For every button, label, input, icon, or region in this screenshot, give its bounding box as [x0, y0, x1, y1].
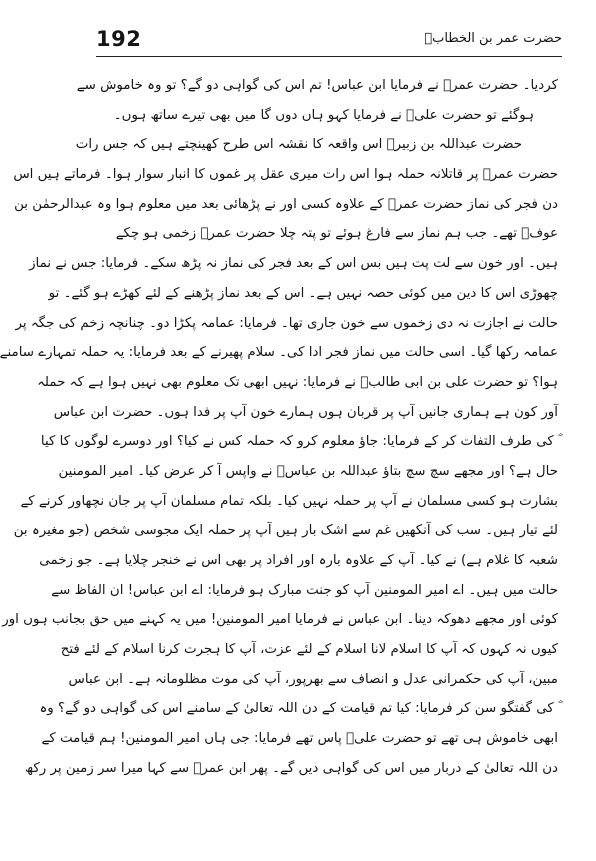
text-line: دن فجر کی نماز حضرت عمرؓ کے علاوہ کسی اور نے پڑھائی بعد میں معلوم ہوا وہ عبدالرحمٰن بن [14, 196, 558, 212]
text-line: عمامہ رکھا گیا۔ اسی حالت میں نماز فجر ادا کی۔ سلام پھیرنے کے بعد فرمایا: یہ حملہ تمہارے سامنے [0, 345, 558, 361]
chapter-title: حضرت عمر بن الخطابؓ [424, 31, 562, 46]
text-line: حالت نے اجازت نہ دی زخموں سے خون جاری تھا۔ فرمایا: عمامہ پکڑا دو۔ چنانچہ زخم کی جگہ پر [15, 315, 558, 331]
running-header [96, 26, 562, 57]
text-line: دن اللہ تعالیٰ کے دربار میں اس کی گواہی دیں گے۔ پھر ابن عمرؓ سے کہا میرا سر زمین پر رکھ [24, 760, 558, 776]
text-line: عوفؓ تھے۔ جب ہم نماز سے فارغ ہوئے تو پتہ چلا حضرت عمرؓ زخمی ہو چکے [115, 226, 558, 242]
text-line: بشارت ہو کسی مسلمان نے آپ پر حملہ نہیں کیا۔ بلکہ تمام مسلمان آپ پر جان نچھاور کرنے کے [20, 493, 558, 509]
text-line: حالت میں ہیں۔ اے امیر المومنین آپ کو جنت مبارک ہو فرمایا: اے ابن عباس! ان الفاظ سے [51, 582, 558, 598]
text-line: چھوڑی اس کا دین میں کوئی حصہ نہیں ہے۔ اس کے بعد نماز پڑھنے کے لئے کھڑے ہو گئے۔ تو [48, 285, 558, 301]
text-line: ہوا؟ تو حضرت علی بن ابی طالبؓ نے فرمایا: نہیں ابھی تک معلوم بھی نہیں ہوا ہے کہ حملہ [37, 374, 558, 390]
text-line: ؓ کی گفتگو سن کر فرمایا: کیا تم قیامت کے دن اللہ تعالیٰ کے سامنے اس کی گواہی دو گے؟ وہ [39, 701, 558, 717]
text-line: ہیں۔ اور خون سے لت پت ہیں بس اس کے بعد فجر کی نماز نہ پڑھ سکے۔ فرمایا: جس نے نماز [29, 256, 558, 272]
text-line: لئے تیار ہیں۔ سب کی آنکھیں غم سے اشک بار ہیں آپ پر حملہ ایک مجوسی شخص (جو مغیرہ بن [13, 523, 558, 539]
page-body [0, 71, 562, 784]
book-page [0, 26, 562, 846]
text-line: ؓ کی طرف التفات کر کے فرمایا: جاؤ معلوم کرو کہ حملہ کس نے کیا؟ اور دوسرے لوگوں کا کیا [40, 434, 558, 450]
text-line: شعبہ کا غلام ہے) نے کیا۔ آپ کے علاوہ بارہ اور افراد پر بھی اس نے خنجر چلایا ہے۔ جو زخمی [39, 553, 558, 568]
text-line: حال ہے؟ اور مجھے سچ سچ بتاؤ عبداللہ بن عباسؓ نے واپس آ کر عرض کیا۔ امیر المومنین [58, 463, 558, 479]
text-line: کردیا۔ حضرت عمرؓ نے فرمایا ابن عباس! تم اس کی گواہی دو گے؟ تو وہ خاموش سے [76, 78, 558, 93]
text-line: ہوگئے تو حضرت علیؓ نے فرمایا کہو ہاں دوں گا میں بھی تیرے ساتھ ہوں۔ [113, 107, 534, 123]
text-line: حضرت عمرؓ پر قاتلانہ حملہ ہوا اس رات میری عقل پر غموں کا انبار سوار ہوا۔ فرماتے ہیں اس [13, 167, 558, 183]
text-line: آور کون ہے ہماری جانیں آپ پر قربان ہوں ہمارے خون آپ پر فدا ہوں۔ حضرت ابن عباس [53, 404, 558, 420]
text-line: ابھی خاموش ہی تھے تو حضرت علیؓ پاس تھے فرمایا: جی ہاں امیر المومنین! ہم قیامت کے [41, 731, 558, 747]
text-line: مبین، آپ کی حکمرانی عدل و انصاف سے بھرپور، آپ کی موت مظلومانہ ہے۔ ابن عباس [68, 671, 558, 687]
text-line: کیوں نہ کہوں کہ آپ کا اسلام لانا اسلام کے لئے عزت، آپ کا ہجرت کرنا اسلام کے لئے فتح [60, 642, 558, 658]
text-line: حضرت عبداللہ بن زبیرؓ اس واقعہ کا نقشہ اس طرح کھینچتے ہیں کہ جس رات [75, 137, 522, 153]
text-line: کوئی اور مجھے دھوکہ دینا۔ ابن عباس نے فرمایا امیر المومنین! میں یہ کہنے میں حق بجانب ہوں اور [2, 612, 558, 628]
page-number: 192 [96, 27, 142, 51]
